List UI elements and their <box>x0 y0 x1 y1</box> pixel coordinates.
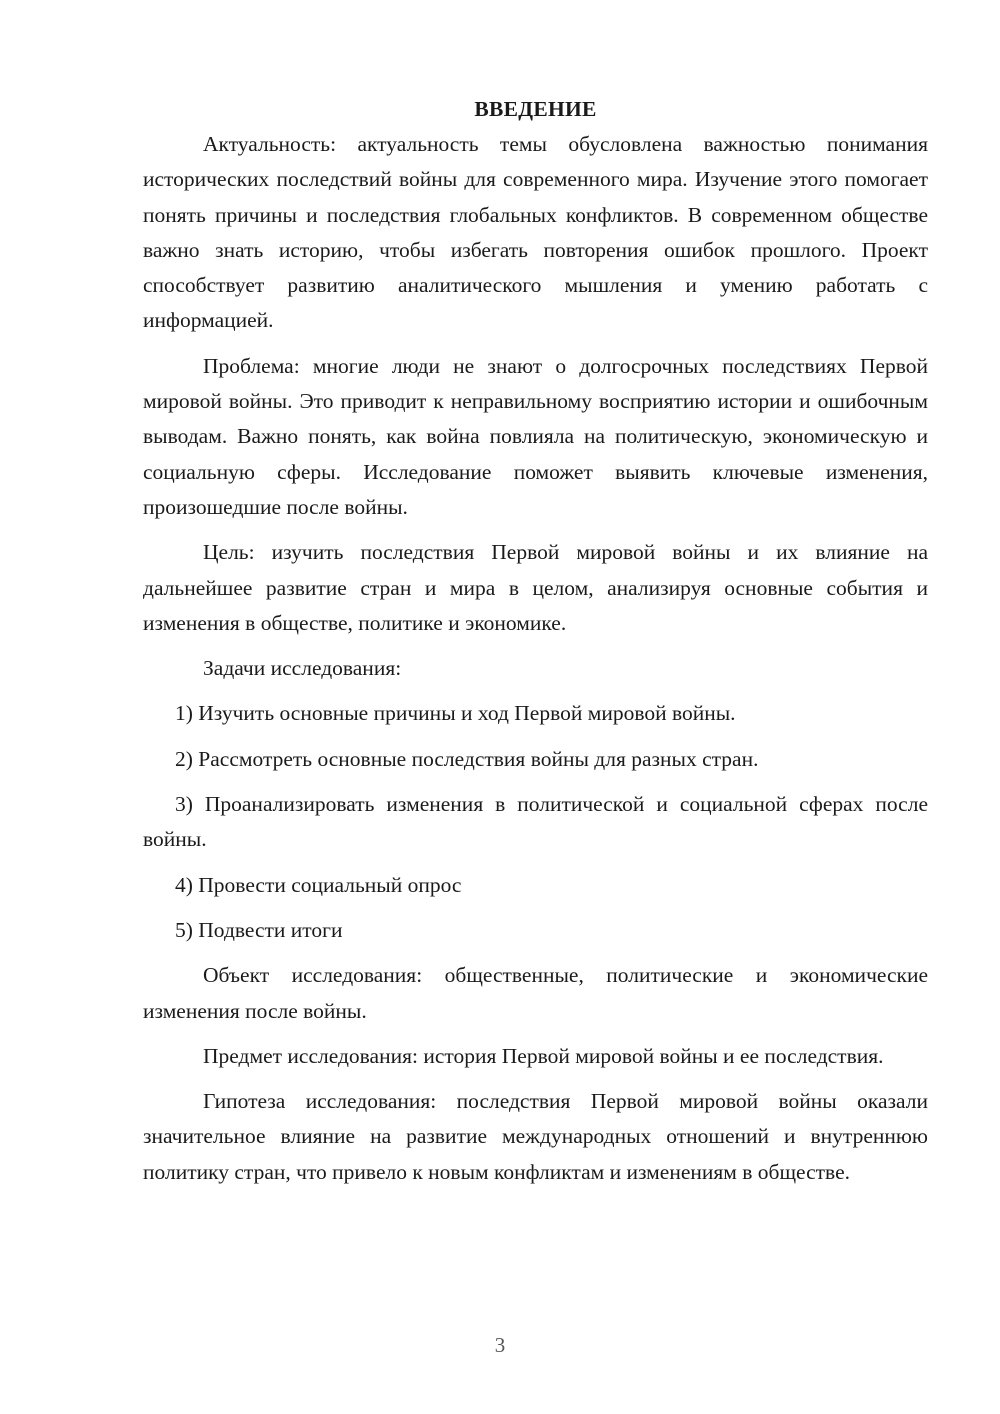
page-title: ВВЕДЕНИЕ <box>474 97 597 121</box>
task-item-3: 3) Проанализировать изменения в политической и социальной сферах после войны. <box>143 792 928 852</box>
page-number: 3 <box>494 1333 506 1357</box>
task-item-5: 5) Подвести итоги <box>175 917 343 942</box>
tasks-heading: Задачи исследования: <box>203 656 402 681</box>
task-item-2: 2) Рассмотреть основные последствия войны для разных стран. <box>175 746 759 771</box>
task-item-4: 4) Провести социальный опрос <box>175 872 462 897</box>
document-page <box>143 92 928 1200</box>
paragraph-goal: Цель: изучить последствия Первой мировой войны и их влияние на дальнейшее развитие стран и мира в целом, анализируя основные события и изменения в обществе, политике и экономике. <box>143 540 928 635</box>
paragraph-hypothesis: Гипотеза исследования: последствия Первой мировой войны оказали значительное влияние на развитие международных отношений и внутреннюю политику стран, что привело к новым конфликтам и изменениям в обществе. <box>143 1089 928 1184</box>
paragraph-subject: Предмет исследования: история Первой мировой войны и ее последствия. <box>203 1043 884 1068</box>
paragraph-object: Объект исследования: общественные, политические и экономические изменения после войны. <box>143 963 928 1023</box>
paragraph-problem: Проблема: многие люди не знают о долгосрочных последствиях Первой мировой войны. Это приводит к неправильному восприятию истории и ошибочным выводам. Важно понять, как война повлияла на политическую, экономическую и социальную сферы. Исследование поможет выявить ключевые изменения, произошедшие после войны. <box>143 353 928 519</box>
task-item-1: 1) Изучить основные причины и ход Первой мировой войны. <box>175 701 736 726</box>
paragraph-relevance: Актуальность: актуальность темы обусловлена важностью понимания исторических последствий войны для современного мира. Изучение этого помогает понять причины и последствия глобальных конфликтов. В современном обществе важно знать историю, чтобы избегать повторения ошибок прошлого. Проект способствует развитию аналитического мышления и умению работать с информацией. <box>143 132 928 333</box>
